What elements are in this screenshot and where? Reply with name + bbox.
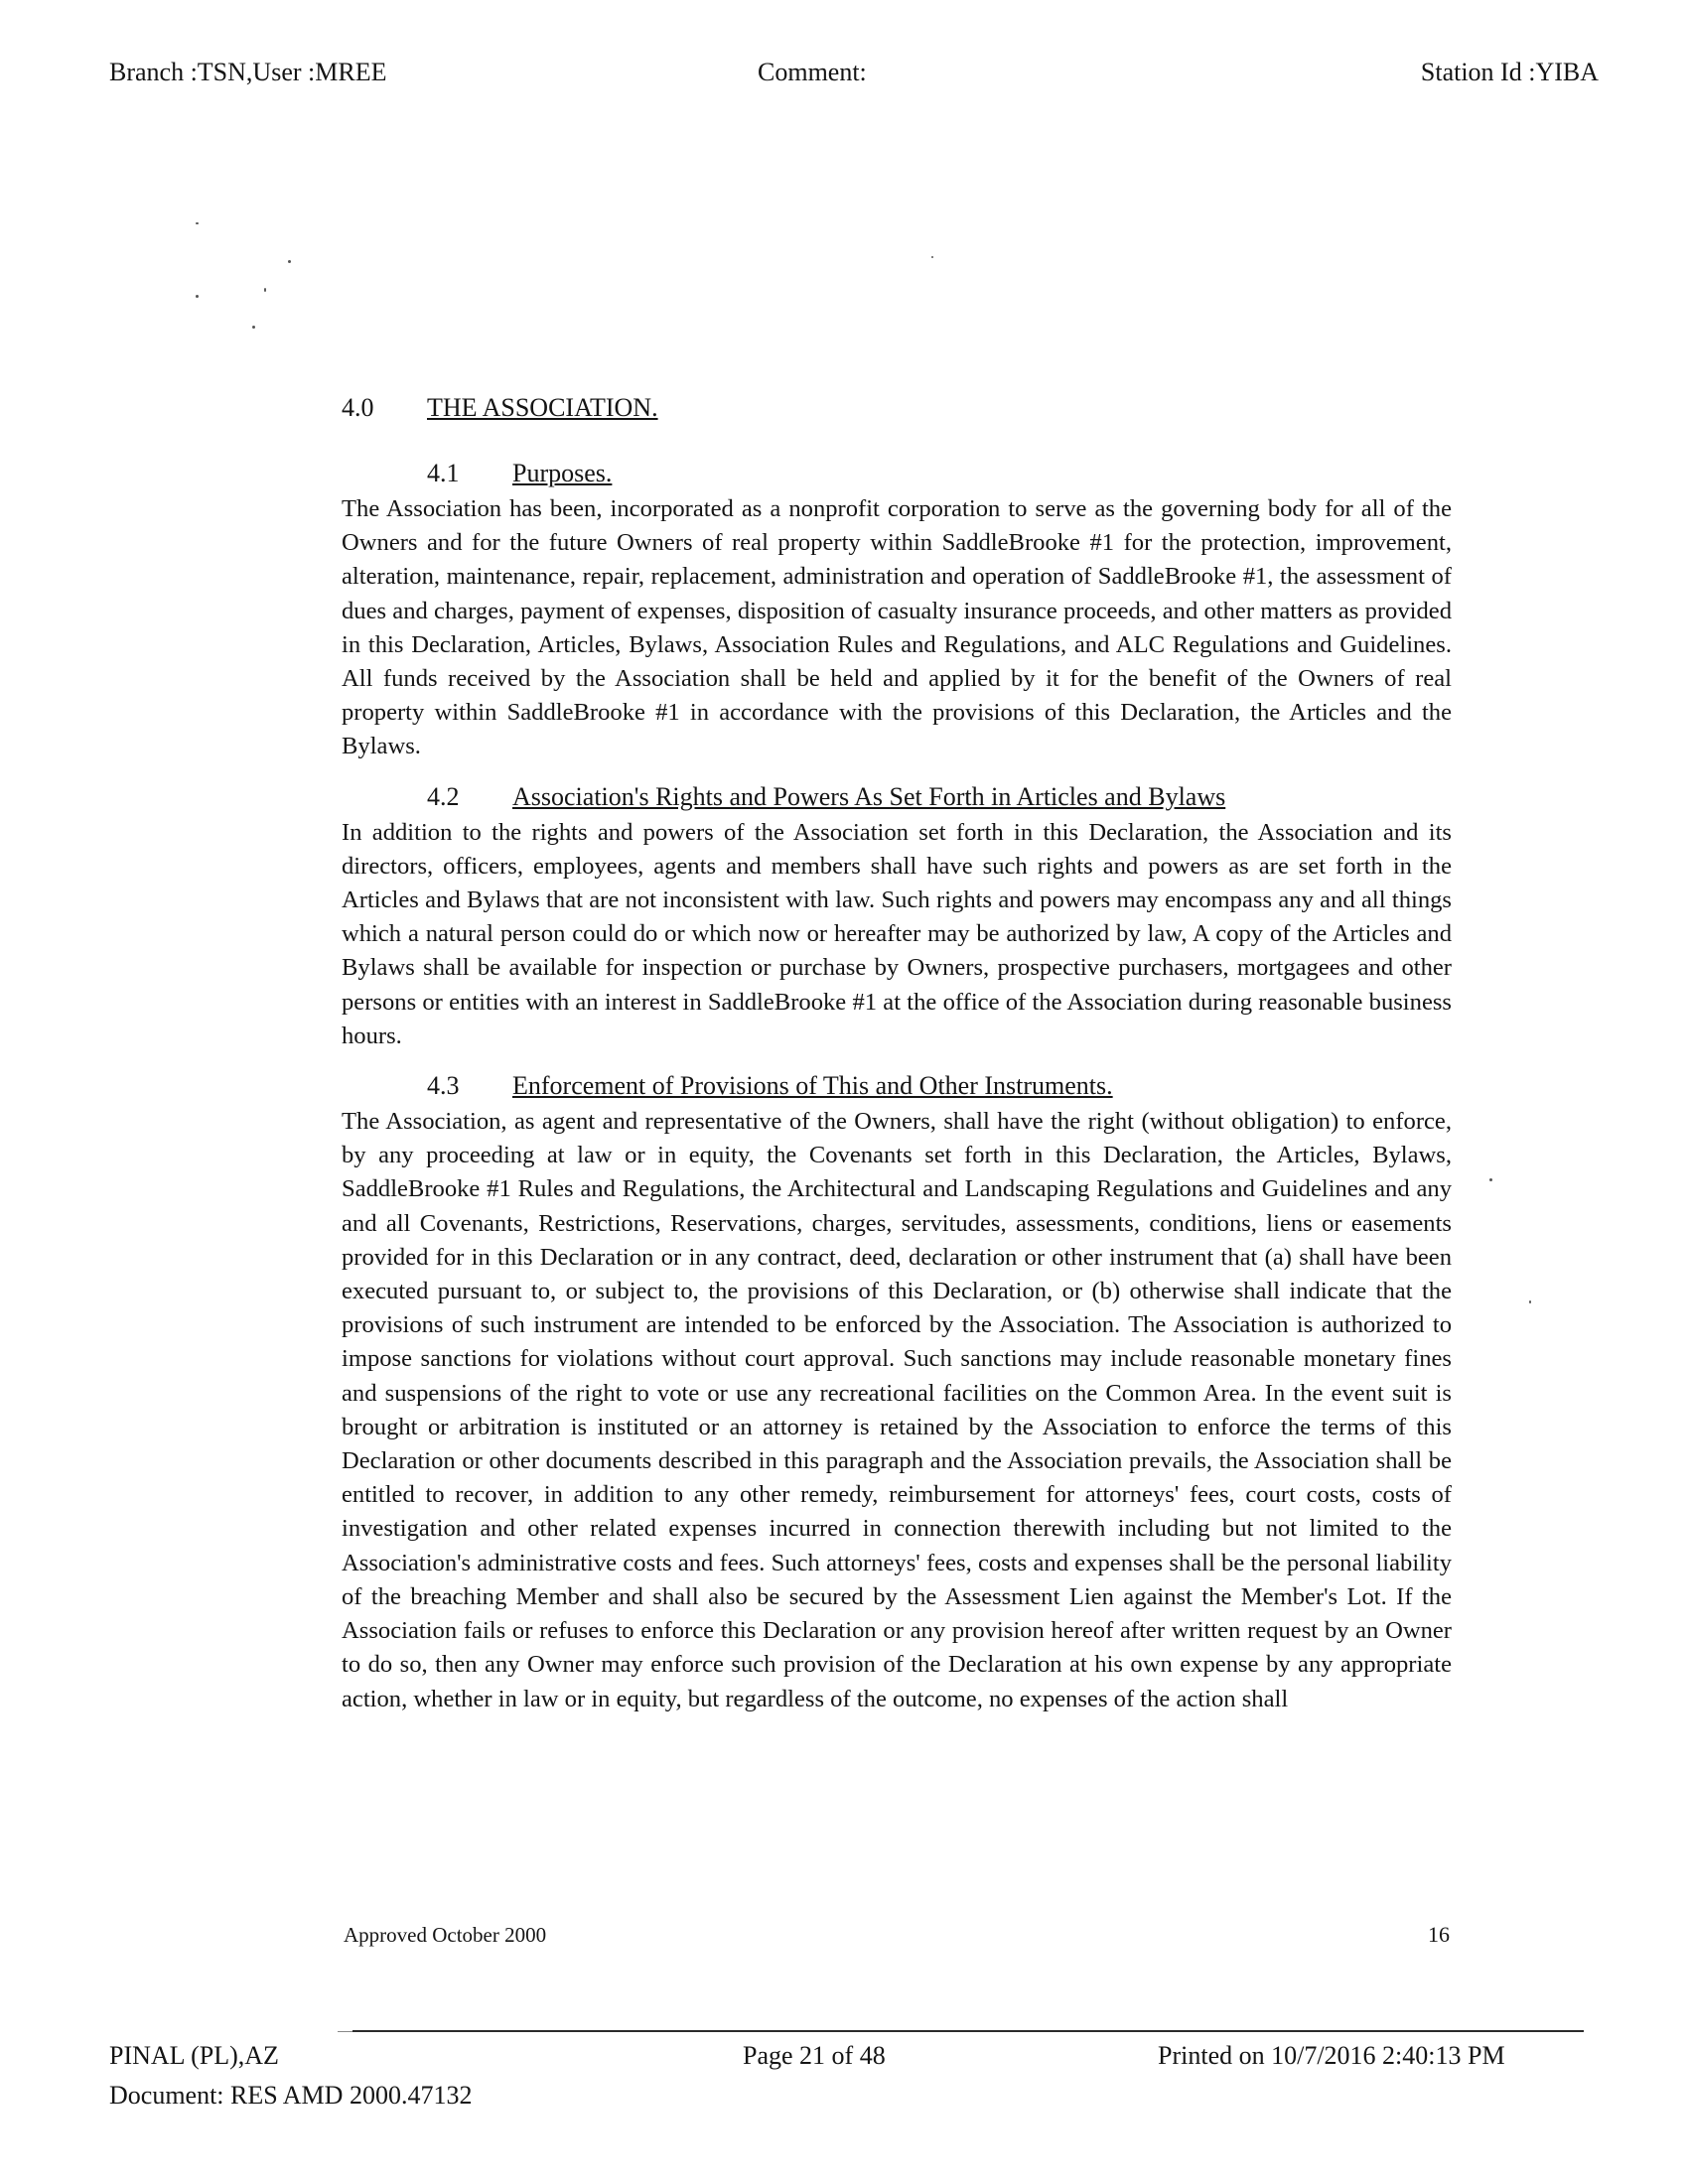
page-number: 16 (1428, 1922, 1450, 1947)
subsection-title: Enforcement of Provisions of This and Other Instruments. (512, 1071, 1113, 1101)
subsection-title: Purposes. (512, 459, 613, 487)
scan-speck (264, 288, 266, 292)
page-count-label: Page 21 of 48 (743, 2041, 886, 2070)
section-heading (342, 393, 1452, 429)
subsection-paragraph: The Association, as agent and representative of the Owners, shall have the right (without obligation) to enforce, by any proceeding at law or in equity, the Covenants set forth in this Declaration, the Articles, Bylaws, SaddleBrooke #1 Rules and Regulations, the Architectural and Landscaping Regulations and Guidelines and any and all Covenants, Restrictions, Reservations, charges, servitudes, assessments, conditions, liens or easements provided for in this Declaration or in any contract, deed, declaration or other instrument that (a) shall have been executed pursuant to, or subject to, the provisions of this Declaration, or (b) otherwise shall indicate that the provisions of such instrument are intended to be enforced by the Association. The Association is authorized to impose sanctions for violations without court approval. Such sanctions may include reasonable monetary fines and suspensions of the right to vote or use any recreational facilities on the Common Area. In the event suit is brought or arbitration is instituted or an attorney is retained by the Association to enforce the terms of this Declaration or other documents described in this paragraph and the Association prevails, the Association shall be entitled to recover, in addition to any other remedy, reimbursement for attorneys' fees, court costs, costs of investigation and other related expenses incurred in connection therewith including but not limited to the Association's administrative costs and fees. Such attorneys' fees, costs and expenses shall be the personal liability of the breaching Member and shall also be secured by the Assessment Lien against the Member's Lot. If the Association fails or refuses to enforce this Declaration or any provision hereof after written request by an Owner to do so, then any Owner may enforce such provision of the Declaration at his own expense by any appropriate action, whether in law or in equity, but regardless of the outcome, no expenses of the action shall (342, 1108, 1452, 1712)
subsection-heading (342, 782, 1452, 816)
scan-speck (196, 222, 199, 224)
approval-date: Approved October 2000 (344, 1923, 547, 1947)
subsection-number: 4.1 (427, 459, 460, 487)
subsection-heading (342, 459, 1452, 492)
scan-speck (1489, 1178, 1492, 1181)
scan-speck (196, 295, 199, 298)
comment-label: Comment: (758, 58, 867, 86)
scan-speck (931, 256, 933, 258)
printed-timestamp: Printed on 10/7/2016 2:40:13 PM (1158, 2041, 1505, 2070)
subsection-purposes (342, 459, 1452, 764)
section-title: THE ASSOCIATION. (427, 393, 658, 422)
subsection-rights-and-powers (342, 782, 1452, 1053)
subsection-heading (342, 1071, 1452, 1105)
document-id-label: Document: RES AMD 2000.47132 (109, 2081, 473, 2110)
footer-divider (352, 2030, 1584, 2032)
station-id-label: Station Id :YIBA (1420, 58, 1599, 86)
document-body (342, 393, 1452, 1734)
scan-speck (252, 326, 255, 329)
recording-header (109, 58, 1599, 97)
subsection-paragraph: In addition to the rights and powers of the Association set forth in this Declaration, the Association and its directors, officers, employees, agents and members shall have such rights and powers as are set forth in the Articles and Bylaws that are not inconsistent with law. Such rights and powers may encompass any and all things which a natural person could do or which now or hereafter may be authorized by law, A copy of the Articles and Bylaws shall be available for inspection or purchase by Owners, prospective purchasers, mortgagees and other persons or entities with an interest in SaddleBrooke #1 at the office of the Association during reasonable business hours. (342, 818, 1452, 1049)
subsection-number: 4.3 (427, 1071, 460, 1101)
county-label: PINAL (PL),AZ (109, 2041, 279, 2070)
scan-speck (1529, 1300, 1531, 1303)
subsection-title: Association's Rights and Powers As Set Forth in Articles and Bylaws (512, 781, 1226, 811)
section-number: 4.0 (342, 393, 374, 422)
branch-user-label: Branch :TSN,User :MREE (109, 58, 387, 86)
scan-speck (288, 260, 291, 263)
subsection-number: 4.2 (427, 781, 460, 811)
subsection-paragraph: The Association has been, incorporated as a nonprofit corporation to serve as the governing body for all of the Owners and for the future Owners of real property within SaddleBrooke #1 for the protection, improvement, alteration, maintenance, repair, replacement, administration and operation of SaddleBrooke #1, the assessment of dues and charges, payment of expenses, disposition of casualty insurance proceeds, and other matters as provided in this Declaration, Articles, Bylaws, Association Rules and Regulations, and ALC Regulations and Guidelines. All funds received by the Association shall be held and applied by it for the benefit of the Owners of real property within SaddleBrooke #1 in accordance with the provisions of this Declaration, the Articles and the Bylaws. (342, 495, 1452, 760)
subsection-enforcement (342, 1071, 1452, 1716)
